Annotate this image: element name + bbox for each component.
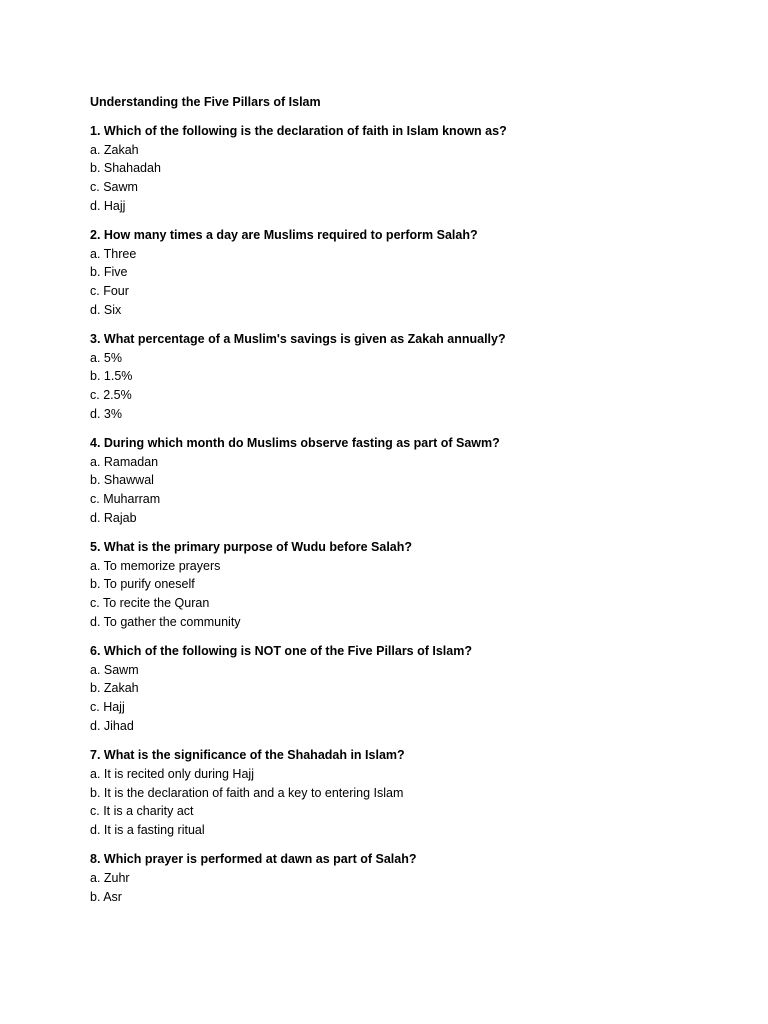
- document-title: Understanding the Five Pillars of Islam: [90, 95, 321, 109]
- answer-option: b. Shahadah: [90, 161, 161, 176]
- question-text: 6. Which of the following is NOT one of the Five Pillars of Islam?: [90, 644, 472, 659]
- question-text: 2. How many times a day are Muslims required to perform Salah?: [90, 228, 478, 243]
- answer-option: a. Three: [90, 246, 137, 261]
- question-7: [90, 746, 730, 840]
- question-text: 4. During which month do Muslims observe fasting as part of Sawm?: [90, 436, 500, 451]
- answer-option: a. Ramadan: [90, 454, 159, 469]
- answer-option: d. 3%: [90, 406, 122, 421]
- answer-option: b. It is the declaration of faith and a key to entering Islam: [90, 785, 404, 800]
- answer-option: b. 1.5%: [90, 369, 133, 384]
- answer-option: c. 2.5%: [90, 388, 132, 403]
- answer-option: c. It is a charity act: [90, 804, 194, 819]
- answer-option: a. Sawm: [90, 662, 139, 677]
- document-page: [90, 93, 730, 917]
- answer-option: c. Muharram: [90, 492, 161, 507]
- question-3: [90, 330, 730, 424]
- answer-option: a. 5%: [90, 350, 122, 365]
- answer-option: c. To recite the Quran: [90, 596, 210, 611]
- answer-option: c. Sawm: [90, 180, 138, 195]
- answer-option: a. To memorize prayers: [90, 558, 221, 573]
- question-text: 5. What is the primary purpose of Wudu before Salah?: [90, 540, 413, 555]
- answer-option: c. Hajj: [90, 700, 125, 715]
- answer-option: d. Jihad: [90, 718, 134, 733]
- answer-option: a. Zuhr: [90, 870, 130, 885]
- question-4: [90, 434, 730, 528]
- question-8: [90, 850, 730, 906]
- question-text: 8. Which prayer is performed at dawn as part of Salah?: [90, 852, 417, 867]
- answer-option: d. Rajab: [90, 510, 137, 525]
- answer-option: d. To gather the community: [90, 614, 241, 629]
- answer-option: d. Six: [90, 302, 122, 317]
- answer-option: a. Zakah: [90, 142, 139, 157]
- question-text: 1. Which of the following is the declaration of faith in Islam known as?: [90, 124, 507, 138]
- question-2: [90, 226, 730, 320]
- question-1: [90, 122, 730, 216]
- question-text: 3. What percentage of a Muslim's savings is given as Zakah annually?: [90, 332, 506, 347]
- answer-option: b. Zakah: [90, 681, 139, 696]
- answer-option: b. Shawwal: [90, 473, 154, 488]
- answer-option: b. Five: [90, 265, 128, 280]
- answer-option: b. To purify oneself: [90, 577, 195, 592]
- question-text: 7. What is the significance of the Shahadah in Islam?: [90, 748, 405, 763]
- question-5: [90, 538, 730, 632]
- answer-option: b. Asr: [90, 889, 122, 904]
- answer-option: d. It is a fasting ritual: [90, 822, 205, 837]
- answer-option: d. Hajj: [90, 198, 126, 213]
- answer-option: a. It is recited only during Hajj: [90, 766, 254, 781]
- answer-option: c. Four: [90, 284, 129, 299]
- question-6: [90, 642, 730, 736]
